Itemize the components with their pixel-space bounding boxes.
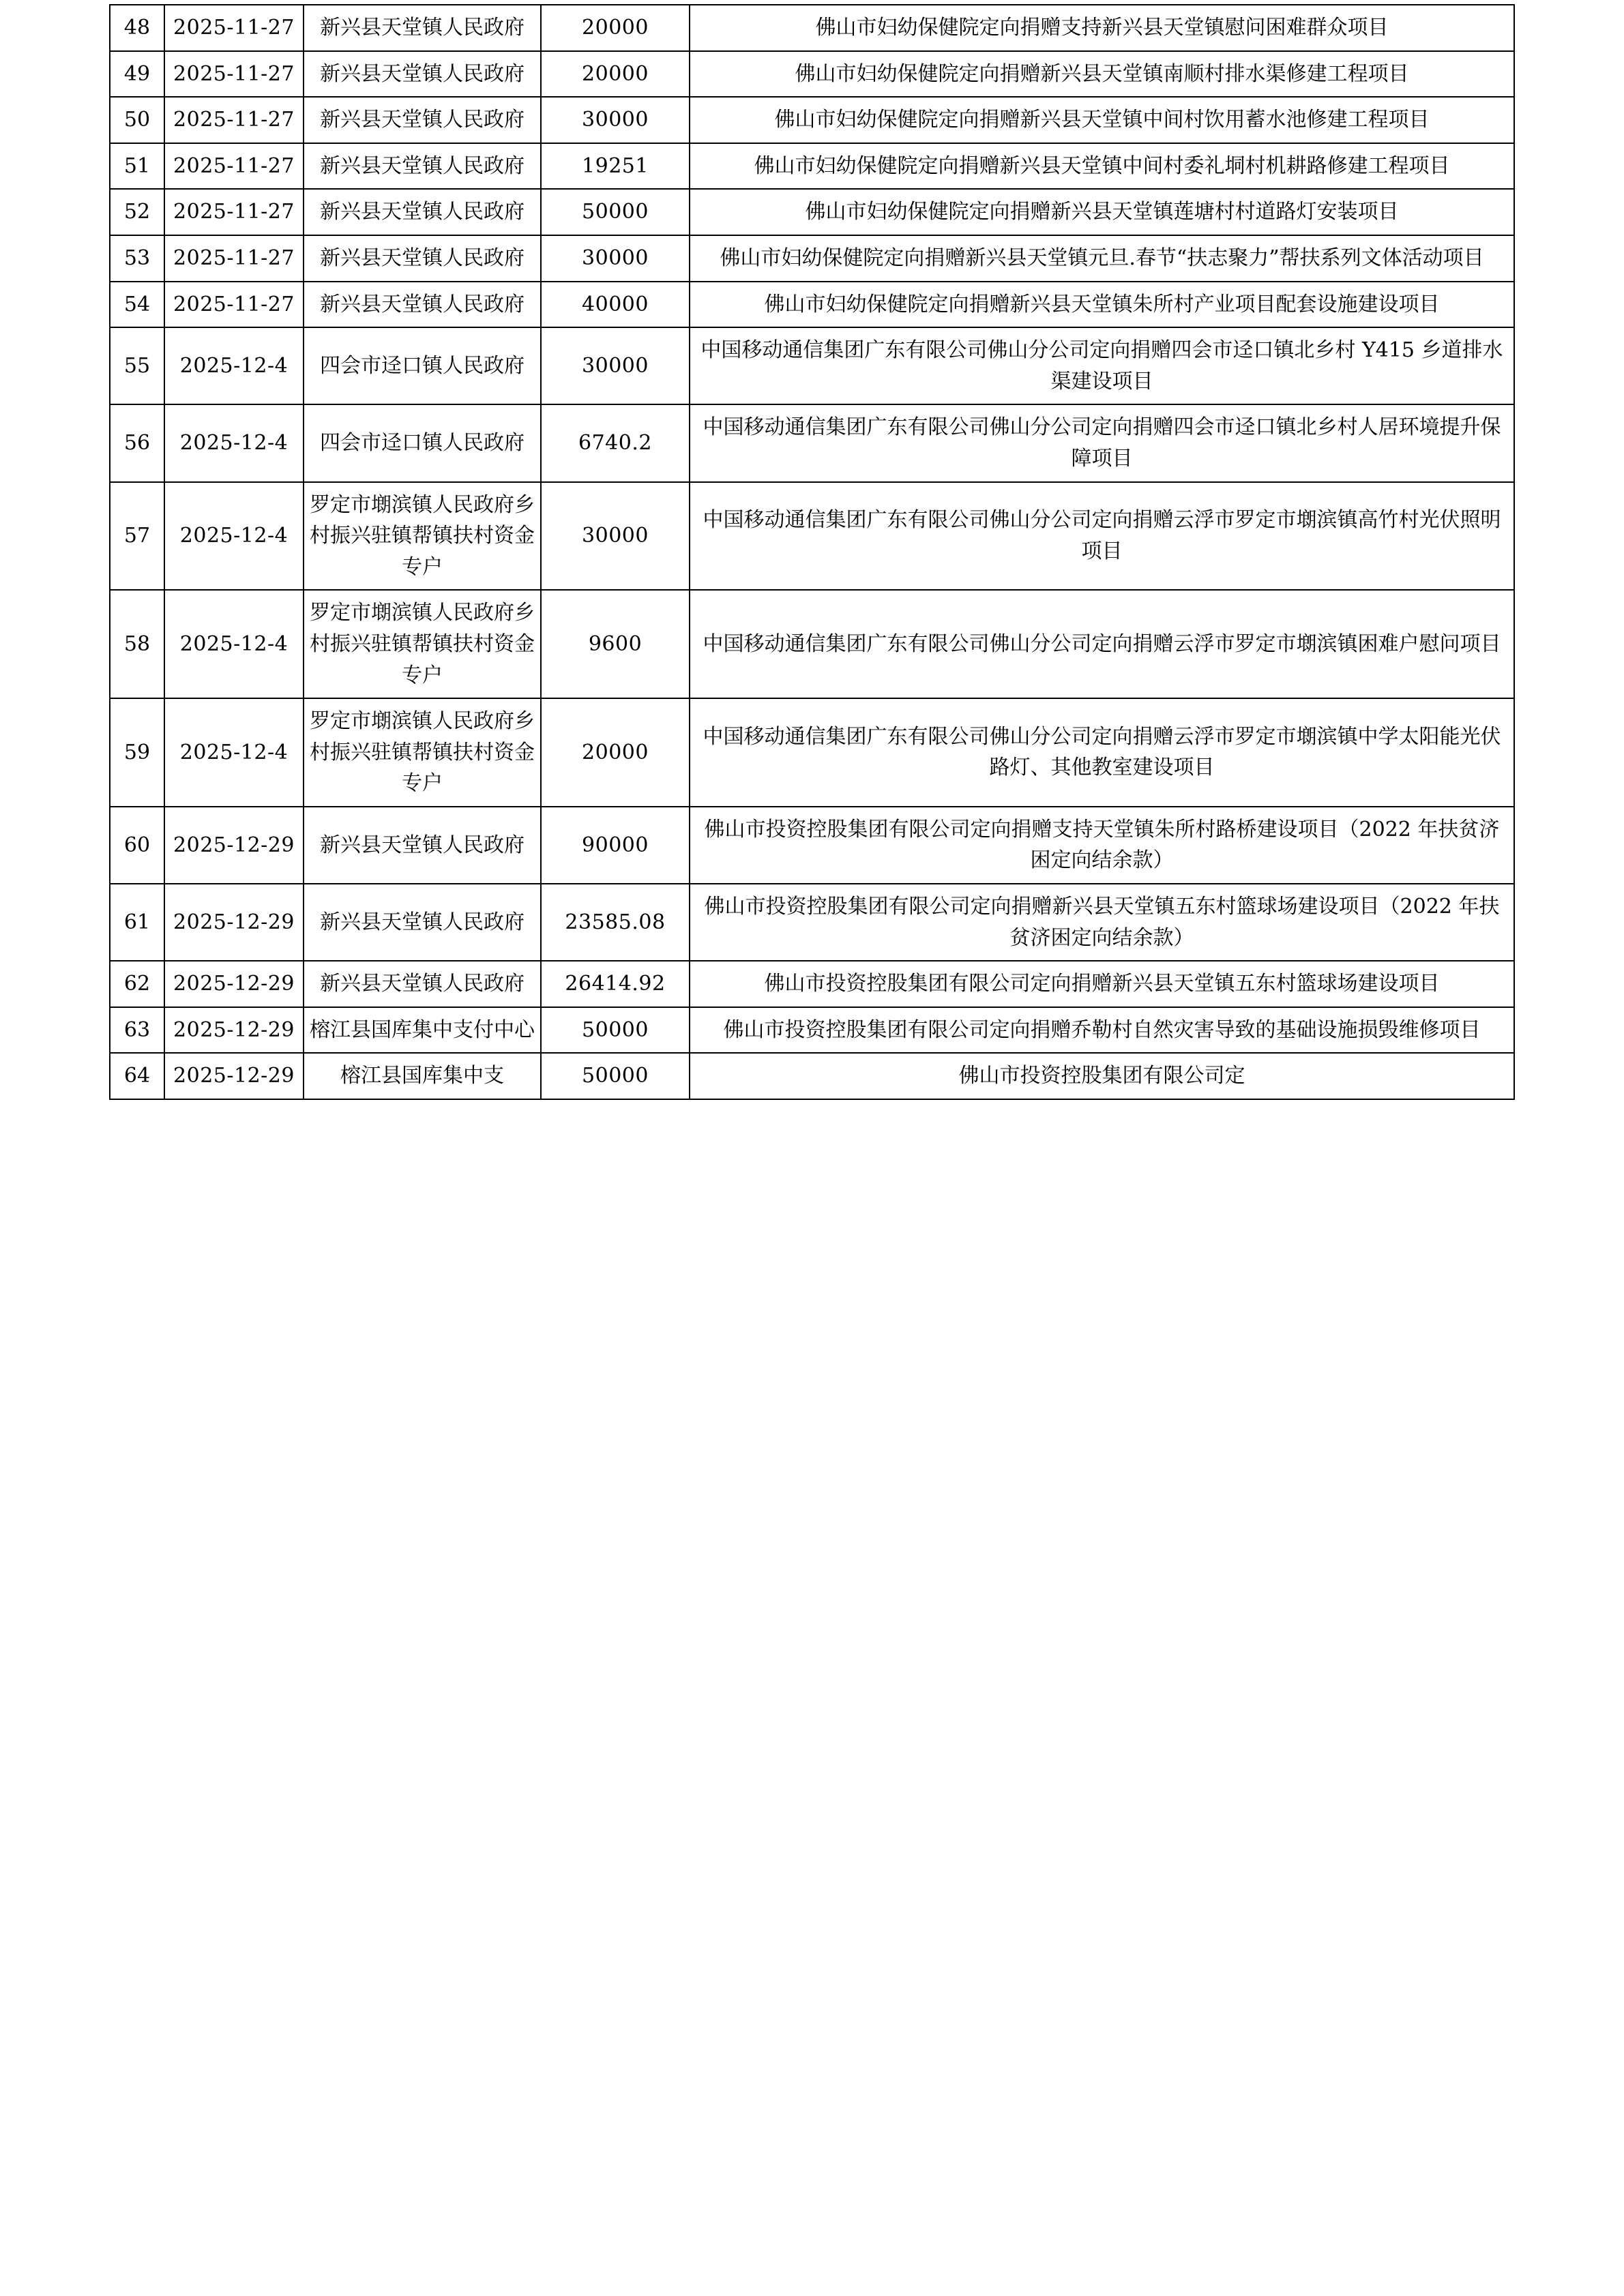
cell-index: 53 — [110, 235, 164, 282]
table-row — [110, 5, 1514, 51]
cell-amount: 20000 — [541, 5, 690, 51]
cell-unit: 四会市迳口镇人民政府 — [304, 404, 541, 481]
cell-project: 佛山市妇幼保健院定向捐赠新兴县天堂镇中间村委礼垌村机耕路修建工程项目 — [690, 143, 1514, 190]
cell-project: 佛山市妇幼保健院定向捐赠新兴县天堂镇中间村饮用蓄水池修建工程项目 — [690, 97, 1514, 143]
table-row — [110, 698, 1514, 807]
table-body — [110, 5, 1514, 1099]
cell-unit: 新兴县天堂镇人民政府 — [304, 282, 541, 328]
cell-index: 56 — [110, 404, 164, 481]
cell-date: 2025-12-29 — [164, 884, 304, 961]
cell-project: 佛山市妇幼保健院定向捐赠支持新兴县天堂镇慰问困难群众项目 — [690, 5, 1514, 51]
cell-index: 52 — [110, 189, 164, 235]
cell-amount: 26414.92 — [541, 961, 690, 1007]
table-row — [110, 482, 1514, 591]
cell-amount: 30000 — [541, 327, 690, 404]
cell-date: 2025-12-4 — [164, 327, 304, 404]
table-row — [110, 282, 1514, 328]
cell-index: 63 — [110, 1007, 164, 1054]
cell-index: 55 — [110, 327, 164, 404]
cell-date: 2025-12-29 — [164, 1053, 304, 1099]
cell-index: 57 — [110, 482, 164, 591]
cell-unit: 新兴县天堂镇人民政府 — [304, 961, 541, 1007]
cell-date: 2025-11-27 — [164, 189, 304, 235]
cell-unit: 新兴县天堂镇人民政府 — [304, 235, 541, 282]
cell-date: 2025-12-4 — [164, 482, 304, 591]
cell-amount: 23585.08 — [541, 884, 690, 961]
table-row — [110, 1053, 1514, 1099]
table-row — [110, 189, 1514, 235]
cell-unit: 罗定市㙟滨镇人民政府乡村振兴驻镇帮镇扶村资金专户 — [304, 590, 541, 698]
cell-index: 48 — [110, 5, 164, 51]
cell-project: 中国移动通信集团广东有限公司佛山分公司定向捐赠四会市迳口镇北乡村人居环境提升保障项目 — [690, 404, 1514, 481]
cell-amount: 30000 — [541, 482, 690, 591]
table-row — [110, 884, 1514, 961]
table-row — [110, 327, 1514, 404]
cell-date: 2025-12-29 — [164, 961, 304, 1007]
cell-index: 51 — [110, 143, 164, 190]
cell-index: 61 — [110, 884, 164, 961]
cell-amount: 50000 — [541, 189, 690, 235]
table-row — [110, 1007, 1514, 1054]
cell-amount: 50000 — [541, 1007, 690, 1054]
cell-project: 佛山市妇幼保健院定向捐赠新兴县天堂镇南顺村排水渠修建工程项目 — [690, 51, 1514, 98]
cell-project: 中国移动通信集团广东有限公司佛山分公司定向捐赠云浮市罗定市㙟滨镇中学太阳能光伏路灯、其他教室建设项目 — [690, 698, 1514, 807]
donation-records-table — [109, 4, 1515, 1100]
cell-date: 2025-11-27 — [164, 5, 304, 51]
cell-project: 佛山市投资控股集团有限公司定向捐赠新兴县天堂镇五东村篮球场建设项目 — [690, 961, 1514, 1007]
cell-project: 佛山市投资控股集团有限公司定向捐赠新兴县天堂镇五东村篮球场建设项目（2022 年扶贫济困定向结余款） — [690, 884, 1514, 961]
cell-amount: 30000 — [541, 97, 690, 143]
cell-amount: 19251 — [541, 143, 690, 190]
cell-amount: 30000 — [541, 235, 690, 282]
table-row — [110, 590, 1514, 698]
cell-project: 中国移动通信集团广东有限公司佛山分公司定向捐赠云浮市罗定市㙟滨镇高竹村光伏照明项目 — [690, 482, 1514, 591]
cell-date: 2025-12-4 — [164, 404, 304, 481]
cell-index: 62 — [110, 961, 164, 1007]
cell-project: 佛山市妇幼保健院定向捐赠新兴县天堂镇朱所村产业项目配套设施建设项目 — [690, 282, 1514, 328]
cell-project: 佛山市投资控股集团有限公司定向捐赠乔勒村自然灾害导致的基础设施损毁维修项目 — [690, 1007, 1514, 1054]
cell-date: 2025-11-27 — [164, 235, 304, 282]
cell-date: 2025-11-27 — [164, 143, 304, 190]
table-row — [110, 235, 1514, 282]
table-row — [110, 143, 1514, 190]
cell-date: 2025-11-27 — [164, 282, 304, 328]
cell-unit: 新兴县天堂镇人民政府 — [304, 884, 541, 961]
cell-amount: 20000 — [541, 698, 690, 807]
cell-date: 2025-12-29 — [164, 807, 304, 884]
cell-index: 60 — [110, 807, 164, 884]
table-row — [110, 97, 1514, 143]
cell-amount: 6740.2 — [541, 404, 690, 481]
cell-project: 中国移动通信集团广东有限公司佛山分公司定向捐赠云浮市罗定市㙟滨镇困难户慰问项目 — [690, 590, 1514, 698]
cell-date: 2025-12-4 — [164, 698, 304, 807]
cell-unit: 新兴县天堂镇人民政府 — [304, 51, 541, 98]
cell-date: 2025-12-29 — [164, 1007, 304, 1054]
cell-project: 中国移动通信集团广东有限公司佛山分公司定向捐赠四会市迳口镇北乡村 Y415 乡道排水渠建设项目 — [690, 327, 1514, 404]
cell-amount: 40000 — [541, 282, 690, 328]
cell-index: 50 — [110, 97, 164, 143]
cell-unit: 榕江县国库集中支付中心 — [304, 1007, 541, 1054]
cell-project: 佛山市投资控股集团有限公司定向捐赠支持天堂镇朱所村路桥建设项目（2022 年扶贫济困定向结余款） — [690, 807, 1514, 884]
cell-index: 49 — [110, 51, 164, 98]
table-row — [110, 807, 1514, 884]
cell-date: 2025-12-4 — [164, 590, 304, 698]
table-row — [110, 961, 1514, 1007]
cell-unit: 新兴县天堂镇人民政府 — [304, 97, 541, 143]
cell-unit: 罗定市㙟滨镇人民政府乡村振兴驻镇帮镇扶村资金专户 — [304, 698, 541, 807]
cell-unit: 四会市迳口镇人民政府 — [304, 327, 541, 404]
cell-index: 59 — [110, 698, 164, 807]
cell-project: 佛山市妇幼保健院定向捐赠新兴县天堂镇元旦.春节“扶志聚力”帮扶系列文体活动项目 — [690, 235, 1514, 282]
cell-amount: 50000 — [541, 1053, 690, 1099]
cell-amount: 9600 — [541, 590, 690, 698]
cell-project: 佛山市投资控股集团有限公司定 — [690, 1053, 1514, 1099]
cell-index: 64 — [110, 1053, 164, 1099]
cell-unit: 新兴县天堂镇人民政府 — [304, 5, 541, 51]
table-row — [110, 51, 1514, 98]
cell-unit: 新兴县天堂镇人民政府 — [304, 807, 541, 884]
cell-unit: 罗定市㙟滨镇人民政府乡村振兴驻镇帮镇扶村资金专户 — [304, 482, 541, 591]
cell-unit: 新兴县天堂镇人民政府 — [304, 189, 541, 235]
cell-date: 2025-11-27 — [164, 97, 304, 143]
cell-date: 2025-11-27 — [164, 51, 304, 98]
cell-unit: 榕江县国库集中支 — [304, 1053, 541, 1099]
cell-project: 佛山市妇幼保健院定向捐赠新兴县天堂镇莲塘村村道路灯安装项目 — [690, 189, 1514, 235]
cell-amount: 20000 — [541, 51, 690, 98]
table-row — [110, 404, 1514, 481]
cell-unit: 新兴县天堂镇人民政府 — [304, 143, 541, 190]
cell-amount: 90000 — [541, 807, 690, 884]
cell-index: 58 — [110, 590, 164, 698]
cell-index: 54 — [110, 282, 164, 328]
